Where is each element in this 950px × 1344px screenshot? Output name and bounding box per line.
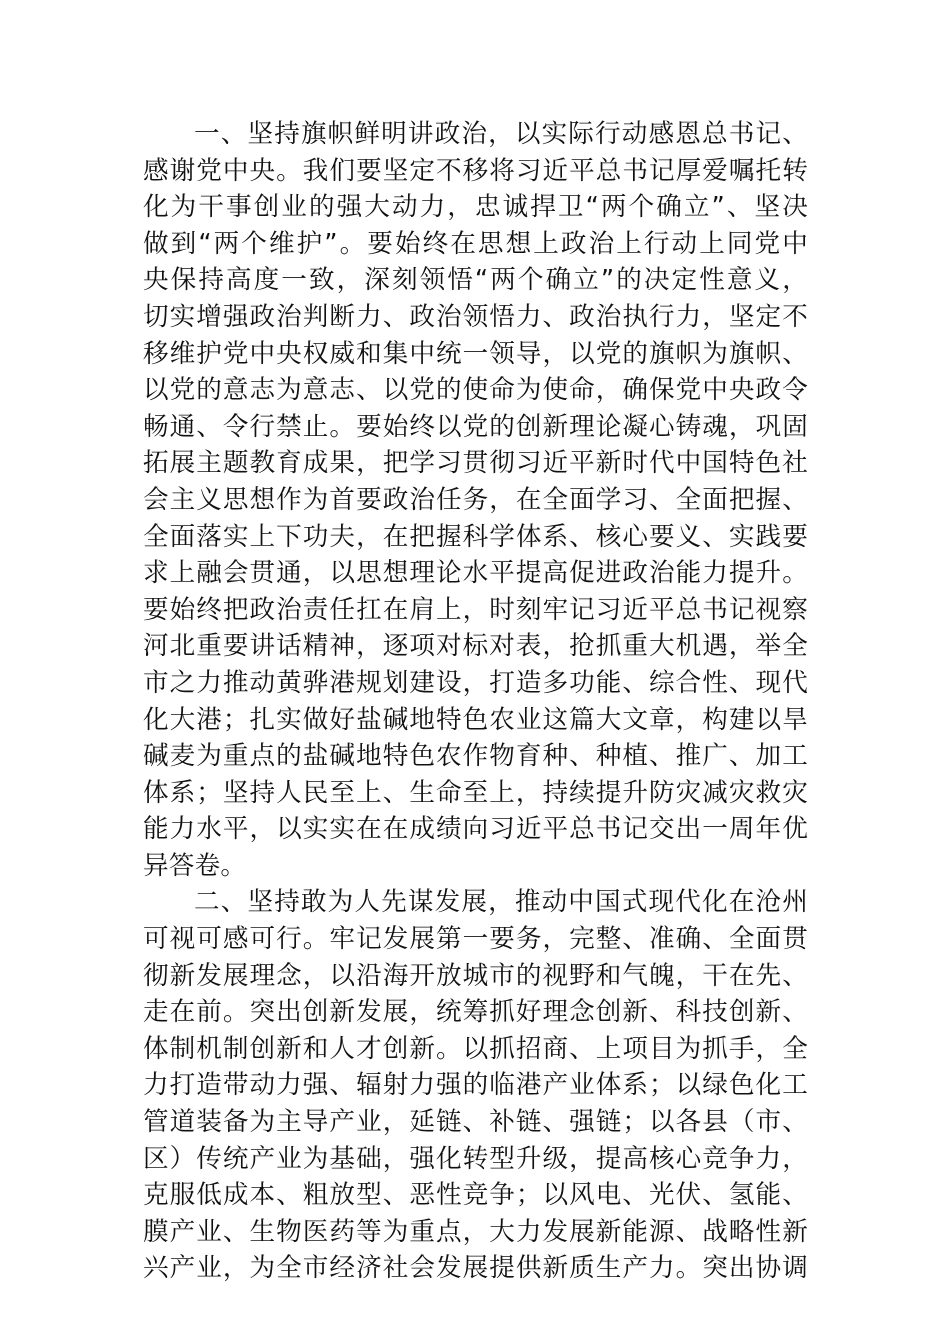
paragraph-2-line: 兴产业，为全市经济社会发展提供新质生产力。突出协调 — [143, 1253, 808, 1284]
paragraph-1-line: 能力水平，以实实在在成绩向习近平总书记交出一周年优 — [143, 814, 808, 845]
paragraph-2-line: 彻新发展理念，以沿海开放城市的视野和气魄，干在先、 — [143, 960, 808, 991]
paragraph-1-line: 一、坚持旗帜鲜明讲政治，以实际行动感恩总书记、 — [194, 119, 808, 149]
paragraph-1-line: 求上融会贯通，以思想理论水平提高促进政治能力提升。 — [143, 558, 808, 589]
paragraph-2-line: 走在前。突出创新发展，统筹抓好理念创新、科技创新、 — [143, 997, 808, 1028]
paragraph-2-line: 管道装备为主导产业，延链、补链、强链；以各县（市、 — [143, 1107, 808, 1138]
paragraph-1-line: 河北重要讲话精神，逐项对标对表，抢抓重大机遇，举全 — [143, 631, 808, 662]
paragraph-1-line: 以党的意志为意志、以党的使命为使命，确保党中央政令 — [143, 375, 808, 406]
document-body — [143, 116, 808, 1287]
paragraph-2-line: 力打造带动力强、辐射力强的临港产业体系；以绿色化工 — [143, 1070, 808, 1101]
paragraph-1-line: 央保持高度一致，深刻领悟“两个确立”的决定性意义， — [143, 265, 808, 296]
paragraph-1-line: 拓展主题教育成果，把学习贯彻习近平新时代中国特色社 — [143, 448, 808, 479]
paragraph-1-line: 切实增强政治判断力、政治领悟力、政治执行力，坚定不 — [143, 301, 808, 332]
paragraph-1-line: 化大港；扎实做好盐碱地特色农业这篇大文章，构建以旱 — [143, 704, 808, 735]
paragraph-1-line: 要始终把政治责任扛在肩上，时刻牢记习近平总书记视察 — [143, 594, 808, 625]
paragraph-1-line: 市之力推动黄骅港规划建设，打造多功能、综合性、现代 — [143, 667, 808, 698]
paragraph-1-last-line: 异答卷。 — [143, 850, 247, 881]
paragraph-1-line: 体系；坚持人民至上、生命至上，持续提升防灾减灾救灾 — [143, 777, 808, 808]
paragraph-1-line: 做到“两个维护”。要始终在思想上政治上行动上同党中 — [143, 228, 808, 259]
paragraph-1-line: 感谢党中央。我们要坚定不移将习近平总书记厚爱嘱托转 — [143, 155, 808, 186]
paragraph-2-line: 二、坚持敢为人先谋发展，推动中国式现代化在沧州 — [194, 887, 808, 918]
paragraph-1-line: 畅通、令行禁止。要始终以党的创新理论凝心铸魂，巩固 — [143, 411, 808, 442]
paragraph-1-line: 会主义思想作为首要政治任务，在全面学习、全面把握、 — [143, 484, 808, 515]
paragraph-2-line: 可视可感可行。牢记发展第一要务，完整、准确、全面贯 — [143, 924, 808, 955]
paragraph-2-line: 克服低成本、粗放型、恶性竞争；以风电、光伏、氢能、 — [143, 1180, 808, 1211]
paragraph-2-line: 膜产业、生物医药等为重点，大力发展新能源、战略性新 — [143, 1216, 808, 1247]
paragraph-1-line: 全面落实上下功夫，在把握科学体系、核心要义、实践要 — [143, 521, 808, 552]
paragraph-2-line: 体制机制创新和人才创新。以抓招商、上项目为抓手，全 — [143, 1033, 808, 1064]
paragraph-2-line: 区）传统产业为基础，强化转型升级，提高核心竞争力， — [143, 1143, 808, 1174]
paragraph-1-line: 化为干事创业的强大动力，忠诚捍卫“两个确立”、坚决 — [143, 192, 808, 223]
paragraph-1-line: 移维护党中央权威和集中统一领导，以党的旗帜为旗帜、 — [143, 338, 808, 369]
paragraph-1-line: 碱麦为重点的盐碱地特色农作物育种、种植、推广、加工 — [143, 741, 808, 772]
